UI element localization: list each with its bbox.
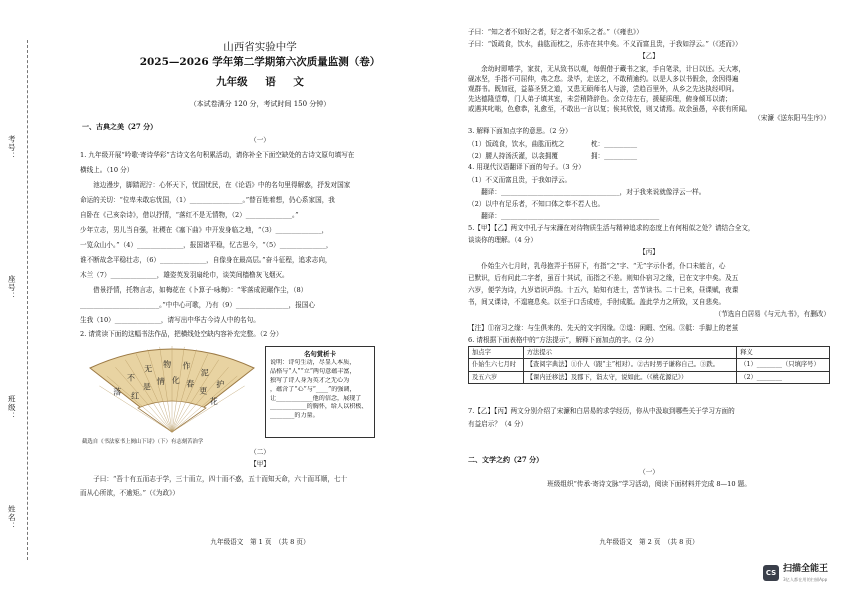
question-one-line: 横线上。（10 分）	[80, 166, 134, 174]
question-one-line: 自卧在《己亥杂诗》，借以抒情，“落红不是无情物，（2）______________。”	[80, 211, 299, 219]
question-four-item: （1）不义而富且贵，于我如浮云。	[468, 176, 572, 184]
footer-page-one: 九年级语文 第 1 页 （共 8 页）	[210, 538, 310, 546]
school-title: 山西省实验中学	[223, 41, 297, 53]
question-one-line: 借景抒情，托物言志，如梅花在《卜算子·咏梅》：“零落成泥碾作尘，（8）	[80, 286, 308, 294]
fan-character: 春	[186, 379, 195, 389]
question-three-item: （2）腰人持汤沃灌，以衾拥覆 拥：__________	[468, 152, 638, 160]
question-three: 3. 解释下面加点字的意思。（2 分）	[468, 127, 572, 135]
grade: 九年级	[216, 76, 248, 88]
table-cell: 及五六岁	[469, 371, 524, 383]
question-one	[80, 148, 440, 328]
passage-jia-line: 而从心所欲，不逾矩。”（《为政》）	[80, 489, 179, 497]
passage-jia	[80, 472, 440, 500]
question-seven-line: 有益启示？（4 分）	[468, 420, 528, 428]
question-one-line: 木兰（7）______________，雄姿英发羽扇纶巾，谈笑间樯橹灰飞烟灭。	[80, 271, 289, 279]
card-line: 让____________他的信念，展现了	[270, 394, 362, 402]
question-two: 2. 请赏读下面的这幅书法作品，把横线处空缺内容补充完整。（2 分）	[80, 330, 283, 338]
fan-character: 落	[113, 387, 122, 397]
fan-character: 情	[156, 377, 165, 387]
question-four-item: 翻译：________________________________________________	[468, 212, 660, 220]
question-one-line: 池边漫步，脚踏泥泞：心怀天下，忧国忧民，在《论语》中的名句里得解惑，抒发对国家	[80, 181, 351, 189]
question-four: 4. 用现代汉语翻译下面的句子。（3 分）	[468, 163, 585, 171]
calligraphy-fan	[82, 344, 262, 434]
passage-yi-line: 先达德隆望尊，门人弟子填其室，未尝稍降辞色。余立侍左右，援疑质理，俯身倾耳以请；	[468, 95, 732, 103]
card-line: 说明：诗句生动，尽显人本质，	[270, 359, 356, 367]
table-cell: （2）________	[737, 371, 830, 383]
card-line: ________的力量。	[270, 412, 319, 420]
passage-yi	[468, 64, 830, 114]
question-one-line: 少年立志，男儿当自强，社稷在《塞下曲》中开发身临之地，“（3）______________，	[80, 226, 329, 234]
table-row	[469, 359, 830, 371]
question-four-item: （2）以中有足乐者，不知口体之奉不若人也。	[468, 200, 605, 208]
section-two-heading: 二、文学之约（27 分）	[468, 455, 544, 464]
passage-jia-line: 子曰：“吾十有五而志于学，三十而立，四十而不惑，五十而知天命，六十而耳顺，七十	[80, 475, 348, 483]
fan-character: 物	[163, 360, 172, 370]
passage-yi-line: 余幼时即嗜学，家贫，无从致书以观，每假借于藏书之家，手自笔录，计日以还。天大寒，	[468, 65, 745, 73]
passage-bing-source: （节选自白居易《与元九书》，有删改）	[714, 310, 830, 318]
exam-no-label: 考号：	[7, 135, 17, 161]
part-three-heading: （一）	[639, 468, 659, 476]
card-line: ，蕴含了“心”与“____”的强调，	[270, 385, 356, 393]
appreciation-card	[265, 346, 375, 438]
passage-bing	[468, 260, 830, 308]
seat-no-label: 座号：	[7, 275, 17, 301]
passage-jia-continued	[468, 26, 830, 50]
passage-line: 子曰：“饭疏食，饮水，曲肱而枕之，乐亦在其中矣。不义而富且贵，于我如浮云。”（《述而》）	[468, 40, 742, 48]
fan-character: 是	[142, 382, 151, 392]
fan-character: 不	[127, 373, 135, 383]
question-six	[468, 322, 830, 346]
grade-subject	[80, 75, 440, 91]
question-three-items	[468, 138, 830, 162]
table-header-cell: 释义	[737, 347, 830, 359]
question-one-line: 生我（10）______________，请写出中华古今诗人中的名句。	[80, 316, 260, 324]
table-header	[469, 347, 830, 359]
card-body	[270, 359, 370, 421]
question-five-line: 5.【甲】【乙】两文中孔子与宋濂在对待物质生活与精神追求的态度上有何相似之处？请结合全文，	[468, 224, 755, 232]
fan-character: 花	[209, 397, 218, 407]
fan-character: 化	[171, 376, 180, 386]
question-one-line: 1. 九年级开展“吟歌·寄诗华彩”古诗文名句积累活动，请你补全下面空缺处的古诗文原句填写在	[80, 151, 355, 159]
passage-bing-label: 【丙】	[639, 248, 659, 256]
scanner-brand-name: 扫描全能王	[782, 564, 828, 575]
question-one-line: 谁不断故念平稳壮志，（6）______________，自像身在最高层。”奋斗征程，追求志向，	[80, 256, 332, 264]
table-cell: 【查阅字典法】①仆人（跟“主”相对）。②古时男子谦称自己。③跌。	[523, 359, 736, 371]
fan-character: 更	[199, 386, 208, 396]
part-two-heading: （二）	[250, 448, 270, 456]
question-four-item: 翻译：____________________________________，对于我来说就像浮云一样。	[468, 188, 706, 196]
passage-bing-line: 书，间又课诗，不遑寝息矣。以至于口舌成疮，手肘成胝。盖此学力之所致，又自悲矣。	[468, 298, 726, 306]
passage-yi-source: （宋濂《送东阳马生序》）	[754, 114, 830, 122]
footer-page-two: 九年级语文 第 2 页 （共 8 页）	[599, 538, 699, 546]
subject: 语 文	[265, 76, 304, 88]
part-one-heading: （一）	[250, 136, 270, 144]
passage-bing-line: 六岁，便学为诗，九岁谙识声韵。十五六，始知有进士，苦节读书。二十已来，昼课赋，夜课	[468, 286, 739, 294]
scanner-logo-icon: CS	[763, 565, 779, 581]
table-row	[469, 371, 830, 383]
question-four-items	[468, 174, 830, 222]
fan-character: 无	[144, 364, 153, 374]
score-note: （本试卷满分 120 分，考试时间 150 分钟）	[189, 100, 331, 108]
question-five	[468, 222, 830, 246]
passage-yi-line: 砚冰坚，手指不可屈伸，弗之怠。录毕，走送之，不敢稍逾约。以是人多以书假余，余因得遍	[468, 75, 739, 83]
question-six-line: 【注】①宿习之缘：与生俱来的、先天的文字因缘。②遑：闲暇、空闲。③胝：手脚上的老茧	[468, 324, 739, 332]
binding-line	[27, 40, 28, 560]
exam-title: 2025—2026 学年第二学期第六次质量监测（卷）	[139, 56, 381, 68]
card-line: 品格与“人”“立”两句意蕴丰富，	[270, 368, 356, 376]
table-cell: 【课内迁移法】及郡下，诣太守，说如此。（《桃花源记》）	[523, 371, 736, 383]
card-line: ____________的胸怀，给人以积极、	[270, 403, 368, 411]
fan-character: 护	[216, 380, 225, 390]
card-line: 独写了诗人身为英才之无心为	[270, 376, 350, 384]
question-seven	[468, 405, 830, 431]
scanner-slogan: 3亿人都在用的扫描App	[782, 576, 828, 582]
question-five-line: 谈谈你的理解。（4 分）	[468, 236, 537, 244]
fan-character: 红	[131, 391, 140, 401]
card-title: 名句赏析卡	[304, 350, 336, 358]
passage-jia-label: 【甲】	[250, 460, 270, 468]
question-one-line: 一览众山小。”（4）______________，报国诸平稳，忆古思今，“（5）______________，	[80, 241, 333, 249]
fan-caption: 截选自《书法家书上阕山下诗》（下）有志刻苦治学	[82, 439, 204, 445]
table-cell: 仆始生六七月时	[469, 359, 524, 371]
table-header-cell: 加点字	[469, 347, 524, 359]
passage-yi-label: 【乙】	[639, 52, 659, 60]
fan-character: 作	[182, 361, 191, 371]
scanner-watermark	[763, 563, 828, 583]
passage-yi-line: 或遇其叱咄，色愈恭，礼愈至，不敢出一言以复；俟其欣悦，则又请焉。故余虽愚，卒获有所闻。	[468, 105, 752, 113]
question-six-line: 6. 请根据下面表格中的“方法提示”，解释下面加点的字。（2 分）	[468, 336, 658, 344]
table-cell: （1）________（只填序号）	[737, 359, 830, 371]
question-seven-line: 7.【乙】【丙】两文分别介绍了宋濂和白居易的求学经历，你从中汲取到哪些关于学习方面的	[468, 407, 735, 415]
name-label: 姓名：	[7, 505, 17, 531]
question-one-line: 命运的关切：“位卑未敢忘忧国，（1）________________。”替百姓着想，仍心系家国，我	[80, 196, 335, 204]
passage-bing-line: 已默识，后有问此二字者，虽百十其试，而指之不差。则知仆宿习之缘，已在文字中矣。及五	[468, 274, 739, 282]
table-header-cell: 方法提示	[523, 347, 736, 359]
question-one-line: ________________________。”中中心可歌，乃有（9）________________，报国心	[80, 301, 316, 309]
section-two-intro: 班级组织“传承·寄诗文脉”学习活动，阅读下面材料并完成 8—10 题。	[547, 480, 751, 488]
passage-yi-line: 观群书。既加冠，益慕圣贤之道，又患无硕师名人与游，尝趋百里外，从乡之先达执经叩问。	[468, 85, 739, 93]
method-table	[468, 346, 830, 384]
passage-bing-line: 仆始生六七月时，乳母抱弄于书屏下，有指“之”字、“无”字示仆者，仆口未能言，心	[468, 262, 726, 270]
class-label: 班级：	[7, 395, 17, 421]
passage-line: 子曰：“知之者不如好之者，好之者不如乐之者。”（《雍也》）	[468, 28, 643, 36]
question-three-item: （1）饭疏食，饮水，曲肱而枕之 枕：__________	[468, 140, 638, 148]
section-one-heading: 一、古典之美（27 分）	[82, 122, 158, 131]
method-table-wrap	[468, 346, 830, 384]
fan-character: 泥	[200, 368, 209, 378]
